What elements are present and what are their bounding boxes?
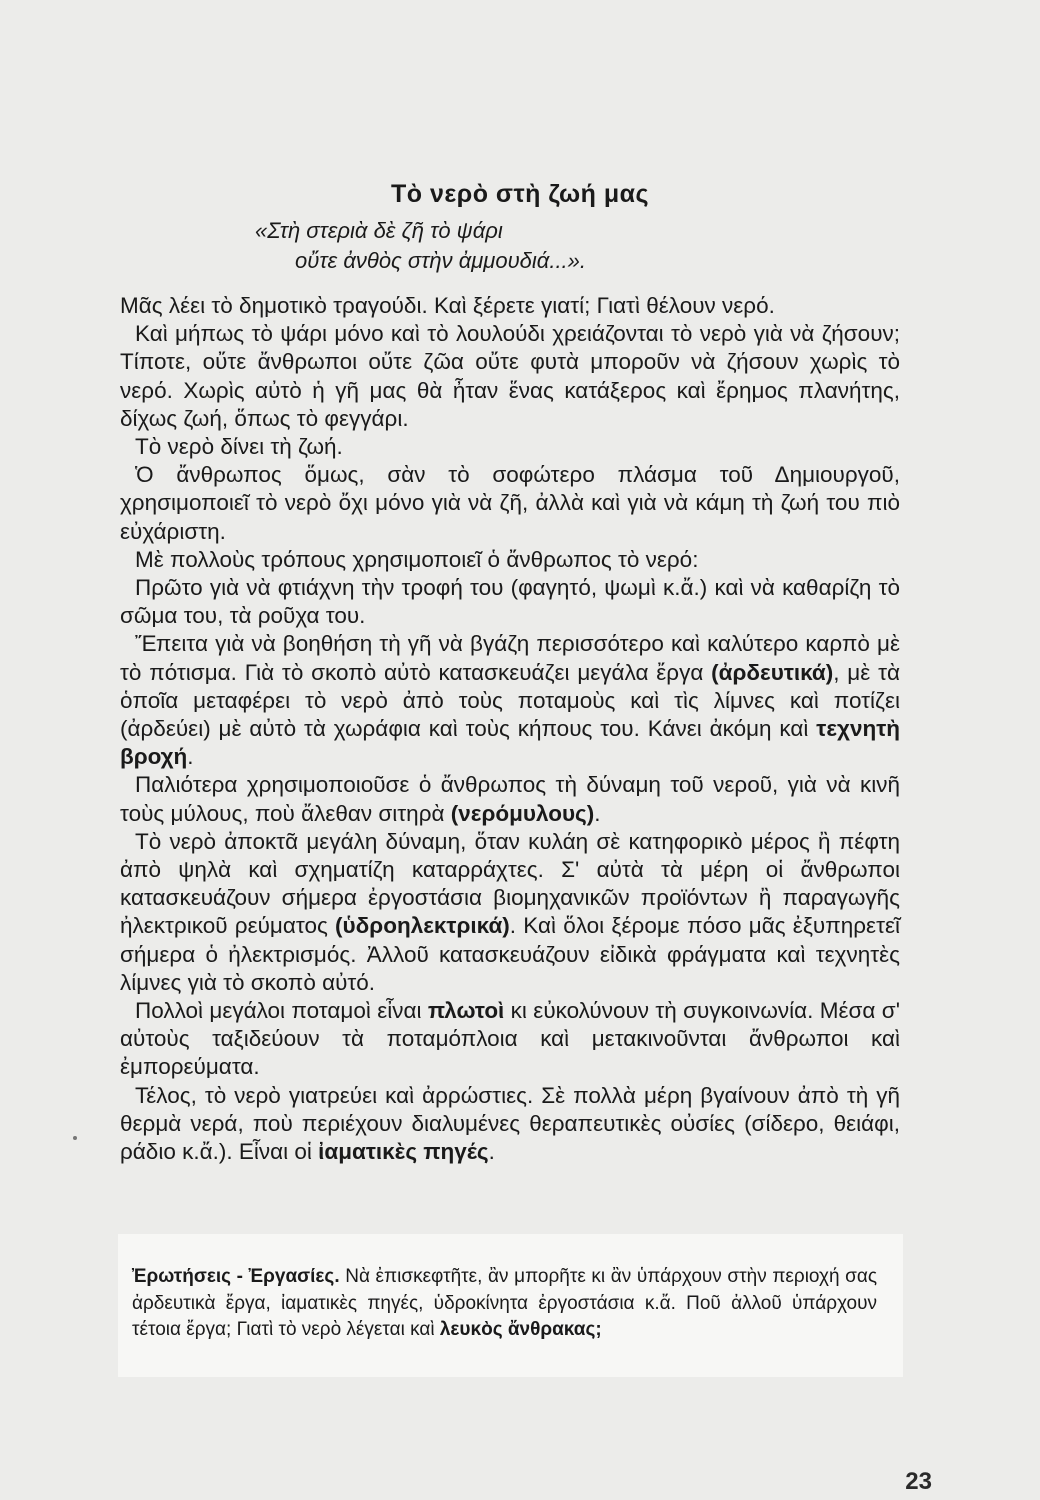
paragraph: Καὶ μήπως τὸ ψάρι μόνο καὶ τὸ λουλούδι χρειάζονται τὸ νερὸ γιὰ νὰ ζήσουν; Τίποτε, οὔτε ἄνθρωποι οὔτε ζῶα οὔτε φυτὰ μποροῦν νὰ ζήσουν χωρὶς τὸ νερό. Χωρὶς αὐτὸ ἡ γῆ μας θὰ ἦταν ἕνας κατάξερος καὶ ἔρημος πλανήτης, δίχως ζωή, ὅπως τὸ φεγγάρι. <box>120 321 900 431</box>
questions-heading: Ἐρωτήσεις - Ἐργασίες. <box>132 1266 340 1287</box>
questions-body: Νὰ ἐπισκεφτῆτε, ἂν μπορῆτε κι ἂν ὑπάρχουν στὴν περιοχή σας ἀρδευτικὰ ἔργα, ἰαματικὲς πηγές, ὑδροκίνητα ἐργοστάσια κ.ἄ. Ποῦ ἀλλοῦ ὑπάρχουν τέτοια ἔργα; Γιατὶ τὸ νερὸ λέγεται καὶ <box>132 1266 878 1340</box>
paragraph <box>120 771 900 827</box>
questions-box <box>118 1234 903 1377</box>
paragraph: Πρῶτο γιὰ νὰ φτιάχνη τὴν τροφή του (φαγητό, ψωμὶ κ.ἄ.) καὶ νὰ καθαρίζη τὸ σῶμα του, τὰ ροῦχα του. <box>120 575 900 629</box>
paragraph <box>120 1082 900 1167</box>
text-run: . <box>594 800 601 826</box>
text-run: Τὸ νερὸ ἀποκτᾶ μεγάλη δύναμη, ὅταν κυλάη σὲ κατηφορικὸ μέρος ἢ πέφτη ἀπὸ ψηλὰ καὶ σχηματίζη καταρράχτες. Σ' αὐτὰ τὰ μέρη οἱ ἄνθρωποι κατασκευάζουν σήμερα ἐργοστάσια βιομηχανικῶν προϊόντων ἢ παραγωγῆς ἠλεκτρικοῦ ρεύματος <box>120 828 900 939</box>
text-run: , μὲ τὰ ὁποῖα μεταφέρει τὸ νερὸ ἀπὸ τοὺς ποταμοὺς καὶ τὶς λίμνες καὶ ποτίζει (ἀρδεύει) μὲ αὐτὸ τὰ χωράφια καὶ τοὺς κήπους του. Κάνει ἀκόμη καὶ <box>120 659 900 742</box>
paragraph: Τὸ νερὸ δίνει τὴ ζωή. <box>135 434 343 460</box>
questions-end: ; <box>595 1319 602 1340</box>
paragraph <box>120 997 900 1082</box>
bold-term: (ὑδροηλεκτρικά) <box>335 913 510 939</box>
text-run: . <box>187 744 194 770</box>
bold-term: (νερόμυλους) <box>450 800 595 826</box>
bold-term: τεχνητὴ βροχή <box>120 716 900 770</box>
text-run: κι εὐκολύνουν τὴ συγκοινωνία. Μέσα σ' αὐτοὺς ταξιδεύουν τὰ ποταμόπλοια καὶ μετακινοῦνται ἄνθρωποι καὶ ἐμπορεύματα. <box>120 998 900 1080</box>
paragraph: Ὁ ἄνθρωπος ὅμως, σὰν τὸ σοφώτερο πλάσμα τοῦ Δημιουργοῦ, χρησιμοποιεῖ τὸ νερὸ ὄχι μόνο γιὰ νὰ ζῆ, ἀλλὰ καὶ γιὰ νὰ κάμη τὴ ζωή του πιὸ εὐχάριστη. <box>120 462 900 544</box>
margin-dot <box>73 1136 77 1140</box>
page-title: Τὸ νερὸ στὴ ζωή μας <box>390 180 650 208</box>
bold-term: λευκὸς ἄνθρακας <box>439 1319 596 1340</box>
text-run: Παλιότερα χρησιμοποιοῦσε ὁ ἄνθρωπος τὴ δύναμη τοῦ νεροῦ, γιὰ νὰ κινῆ τοὺς μύλους, ποὺ ἄλεθαν σιτηρὰ <box>120 772 900 826</box>
paragraph: Μὲ πολλοὺς τρόπους χρησιμοποιεῖ ὁ ἄνθρωπος τὸ νερό: <box>135 546 699 572</box>
epigraph-line-2: οὔτε ἀνθὸς στὴν ἀμμουδιά...». <box>295 248 587 273</box>
epigraph <box>255 216 795 276</box>
bold-term: ἰαματικὲς πηγές <box>318 1139 489 1165</box>
bold-term: (ἀρδευτικά) <box>711 659 834 685</box>
body-text <box>120 292 900 1166</box>
epigraph-line-1: «Στὴ στεριὰ δὲ ζῆ τὸ ψάρι <box>255 218 503 243</box>
paragraph: Μᾶς λέει τὸ δημοτικὸ τραγούδι. Καὶ ξέρετε γιατί; Γιατὶ θέλουν νερό. <box>120 293 775 318</box>
bold-term: πλωτοὶ <box>427 998 505 1024</box>
questions-text <box>132 1264 877 1344</box>
page-number: 23 <box>905 1468 932 1495</box>
text-run: Πολλοὶ μεγάλοι ποταμοὶ εἶναι <box>135 998 428 1024</box>
text-run: . <box>488 1139 495 1165</box>
paragraph <box>120 828 900 997</box>
text-run: Τέλος, τὸ νερὸ γιατρεύει καὶ ἀρρώστιες. Σὲ πολλὰ μέρη βγαίνουν ἀπὸ τὴ γῆ θερμὰ νερά, ποὺ περιέχουν διαλυμένες θεραπευτικὲς οὐσίες (σίδερο, θειάφι, ράδιο κ.ἄ.). Εἶναι οἱ <box>120 1082 900 1165</box>
text-run: . Καὶ ὅλοι ξέρομε πόσο μᾶς ἐξυπηρετεῖ σήμερα ὁ ἠλεκτρισμός. Ἀλλοῦ κατασκευάζουν εἰδικὰ φράγματα καὶ τεχνητὲς λίμνες γιὰ τὸ σκοπὸ αὐτό. <box>120 913 900 995</box>
paragraph <box>120 630 900 771</box>
text-run: Ἔπειτα γιὰ νὰ βοηθήση τὴ γῆ νὰ βγάζη περισσότερο καὶ καλύτερο καρπὸ μὲ τὸ πότισμα. Γιὰ τὸ σκοπὸ αὐτὸ κατασκευάζει μεγάλα ἔργα <box>120 631 900 685</box>
